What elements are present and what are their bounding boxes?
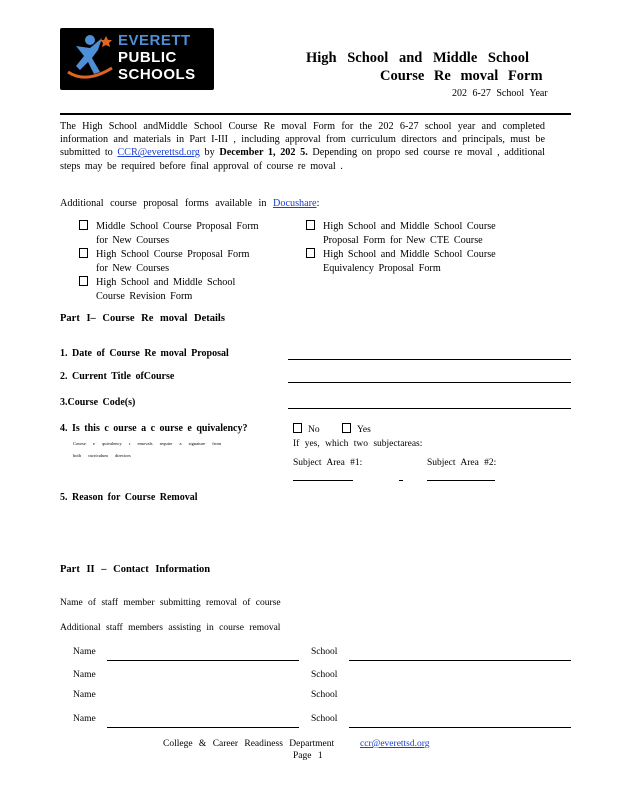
form-name: High School Course Proposal Form for New Courses — [96, 249, 250, 274]
docushare-link[interactable]: Docushare — [273, 198, 317, 209]
q1-label: 1. Date of Course Re moval Proposal — [60, 348, 229, 359]
date-field[interactable] — [288, 359, 571, 360]
list-item — [96, 248, 261, 275]
no-option[interactable] — [293, 423, 320, 435]
additional-colon: : — [316, 198, 320, 209]
ccr-email-link[interactable]: CCR@everettsd.org — [117, 147, 200, 159]
additional-forms-line — [60, 198, 319, 209]
logo-line1: EVERETT — [118, 32, 191, 49]
name-label: Name — [73, 647, 96, 657]
staff-name-label: Name of staff member submitting removal of course — [60, 598, 281, 608]
school-field[interactable] — [349, 660, 571, 661]
form-name: High School and Middle School Course Proposal Form for New CTE Course — [323, 221, 496, 246]
separator-mark — [399, 480, 403, 481]
q4-note-2: both curriculum directors — [73, 453, 131, 458]
part2-heading: Part II – Contact Information — [60, 564, 211, 575]
additional-text: Additional course proposal forms available in — [60, 198, 273, 209]
no-label: No — [308, 425, 320, 435]
name-field[interactable] — [107, 727, 299, 728]
intro-text-c: Depending on propo sed course re moval , additional steps may be required before final approval of course re moval . — [60, 147, 546, 172]
footer-department: College & Career Readiness Department — [163, 739, 335, 749]
additional-staff-label: Additional staff members assisting in course removal — [60, 623, 281, 633]
if-yes-text: If yes, which two subjectareas: — [293, 439, 423, 449]
yes-label: Yes — [357, 425, 371, 435]
list-item — [323, 220, 528, 247]
school-field[interactable] — [349, 727, 571, 728]
course-code-field[interactable] — [288, 408, 571, 409]
district-logo — [60, 28, 214, 90]
q4-note-1: Course e quivalency r emovals require a signature from — [73, 441, 221, 446]
current-title-field[interactable] — [288, 382, 571, 383]
yes-option[interactable] — [342, 423, 371, 435]
list-item — [323, 248, 528, 275]
name-label: Name — [73, 670, 96, 680]
subject-area-1-field[interactable] — [293, 480, 353, 481]
header-divider — [60, 113, 571, 115]
intro-paragraph — [60, 120, 545, 173]
q2-label: 2. Current Title ofCourse — [60, 371, 175, 382]
logo-line2: PUBLIC — [118, 49, 177, 66]
form-name: High School and Middle School Course Revision Form — [96, 277, 236, 302]
list-item — [96, 276, 266, 303]
checkbox-bullet-icon — [306, 220, 315, 230]
checkbox-bullet-icon — [306, 248, 315, 258]
list-item — [96, 220, 261, 247]
q3-label: 3.Course Code(s) — [60, 397, 136, 408]
school-year: 202 6-27 School Year — [452, 88, 548, 99]
q5-label: 5. Reason for Course Removal — [60, 492, 198, 503]
intro-text-a: The High School andMiddle School Course Re moval Form for the 202 6-27 school year and completed information and materials in Part I-III , including approval from curriculum directors and principals, must be submitted to — [60, 121, 545, 159]
school-label: School — [311, 714, 338, 724]
part1-heading: Part I– Course Re moval Details — [60, 313, 225, 324]
page-number: Page 1 — [293, 751, 323, 761]
school-label: School — [311, 670, 338, 680]
checkbox-bullet-icon — [79, 276, 88, 286]
student-figure-icon — [62, 28, 116, 90]
q4-label: 4. Is this c ourse a c ourse e quivalency? — [60, 423, 248, 434]
yes-checkbox[interactable] — [342, 423, 351, 433]
footer-email-link[interactable]: ccr@everettsd.org — [360, 739, 430, 749]
form-title-line2: Course Re moval Form — [380, 68, 543, 84]
checkbox-bullet-icon — [79, 220, 88, 230]
subject-area-2-label: Subject Area #2: — [427, 458, 497, 468]
school-label: School — [311, 690, 338, 700]
name-field[interactable] — [107, 660, 299, 661]
name-label: Name — [73, 714, 96, 724]
form-title-line1: High School and Middle School — [306, 50, 529, 66]
subject-area-2-field[interactable] — [427, 480, 495, 481]
logo-line3: SCHOOLS — [118, 66, 196, 83]
subject-area-1-label: Subject Area #1: — [293, 458, 363, 468]
deadline: December 1, 202 5. — [219, 147, 308, 159]
no-checkbox[interactable] — [293, 423, 302, 433]
intro-text-b: by — [199, 147, 220, 159]
name-label: Name — [73, 690, 96, 700]
form-name: High School and Middle School Course Equivalency Proposal Form — [323, 249, 496, 274]
school-label: School — [311, 647, 338, 657]
form-name: Middle School Course Proposal Form for New Courses — [96, 221, 259, 246]
checkbox-bullet-icon — [79, 248, 88, 258]
